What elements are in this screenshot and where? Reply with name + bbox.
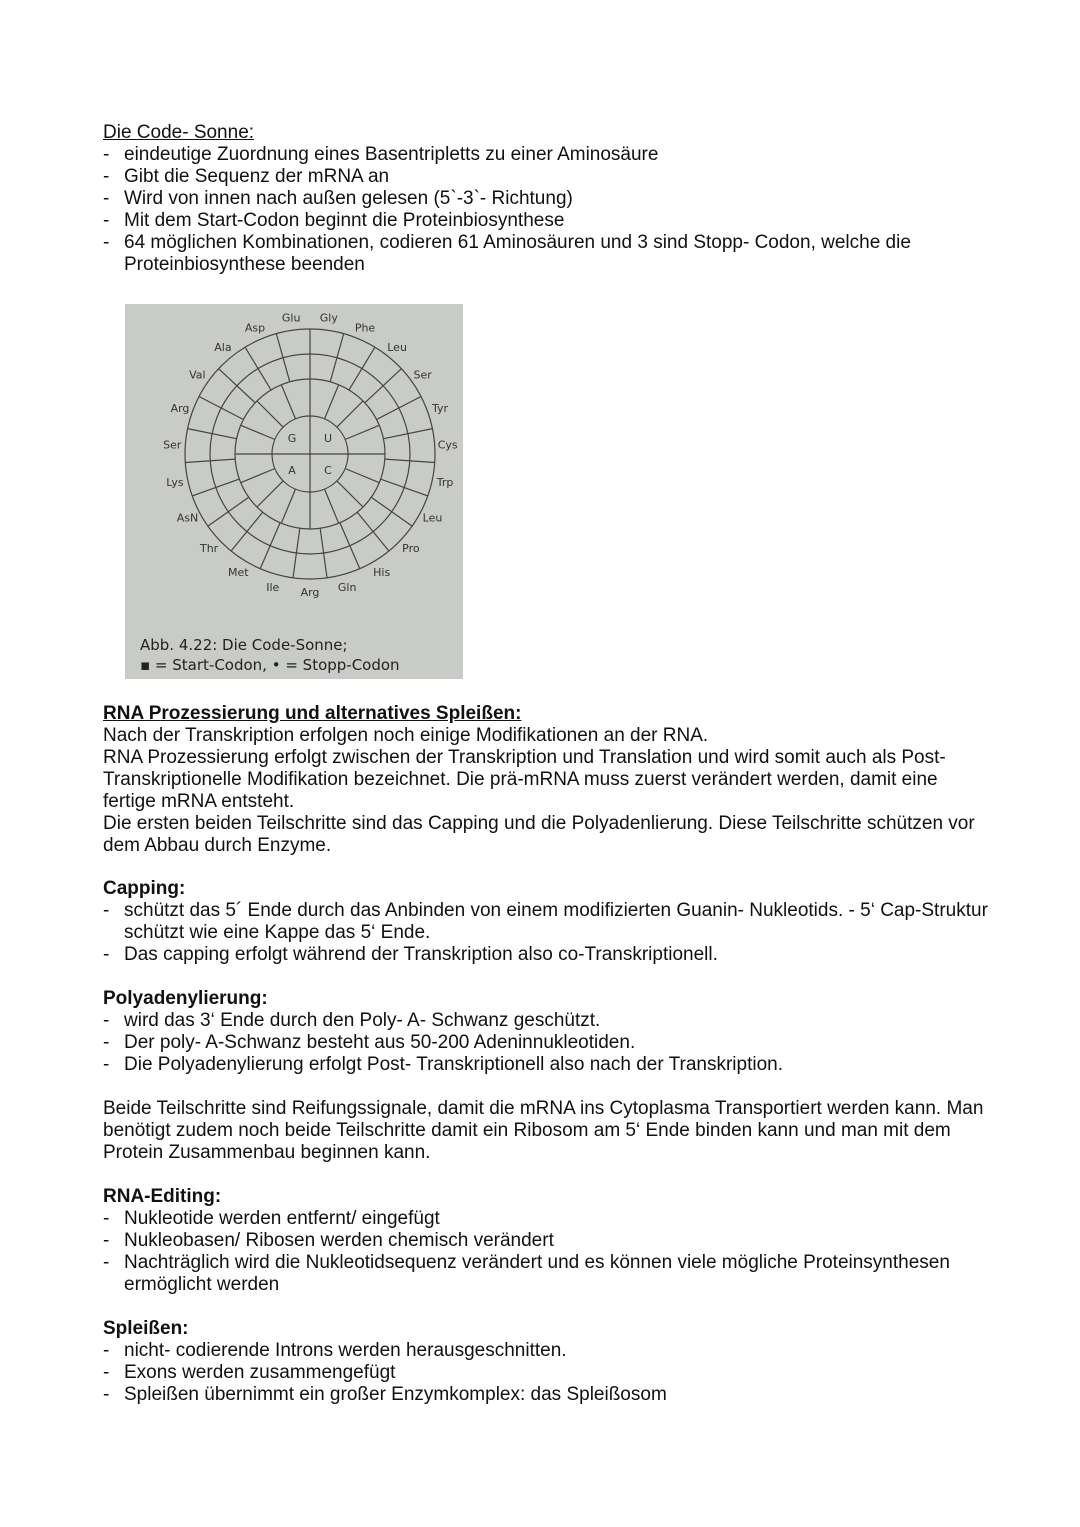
amino-acid-label: Cys xyxy=(437,438,458,452)
list-item: - Der poly- A-Schwanz besteht aus 50-200 Adeninnukleotiden. xyxy=(103,1032,993,1054)
code-sun-section xyxy=(103,122,993,276)
amino-acid-label: Lys xyxy=(166,476,184,490)
list-item: - Nukleobasen/ Ribosen werden chemisch verändert xyxy=(103,1230,993,1252)
list-item: - eindeutige Zuordnung eines Basentripletts zu einer Aminosäure xyxy=(103,144,993,166)
ring-divider xyxy=(260,523,280,569)
amino-acid-label: AsN xyxy=(176,511,199,525)
ring-divider xyxy=(188,429,237,439)
ring-divider xyxy=(371,497,412,526)
ring-divider xyxy=(383,429,432,439)
editing-list xyxy=(103,1208,993,1296)
list-item: - Mit dem Start-Codon beginnt die Proteinbiosynthese xyxy=(103,210,993,232)
code-sun-figure xyxy=(125,304,463,679)
editing-section xyxy=(103,1186,993,1296)
capping-heading: Capping: xyxy=(103,878,186,899)
ring-divider xyxy=(276,334,290,382)
amino-acid-label: Val xyxy=(189,368,206,382)
figure-legend: ▪ = Start-Codon, • = Stopp-Codon xyxy=(140,656,400,674)
ring-divider xyxy=(377,397,421,420)
amino-acid-label: Met xyxy=(228,565,249,579)
figure-caption: Abb. 4.22: Die Code-Sonne; xyxy=(140,636,348,654)
amino-acid-label: Thr xyxy=(199,542,219,556)
code-sun-list xyxy=(103,144,993,276)
inner-base-label: C xyxy=(324,464,332,477)
list-item: - Spleißen übernimmt ein großer Enzymkomplex: das Spleißosom xyxy=(103,1384,993,1406)
ring-divider xyxy=(357,512,389,551)
ring-divider xyxy=(281,385,295,419)
list-item: - Nukleotide werden entfernt/ eingefügt xyxy=(103,1208,993,1230)
ring-divider xyxy=(337,481,363,507)
splicing-section xyxy=(103,1318,993,1406)
ring-divider xyxy=(381,479,428,496)
amino-acid-label: Arg xyxy=(170,401,190,415)
rna-section xyxy=(103,703,993,857)
code-sun-diagram xyxy=(125,304,463,679)
ring-divider xyxy=(231,512,263,551)
list-item: - 64 möglichen Kombinationen, codieren 61 Aminosäuren und 3 sind Stopp- Codon, welche die Proteinbiosynthese beenden xyxy=(103,232,993,276)
list-item: - nicht- codierende Introns werden herausgeschnitten. xyxy=(103,1340,993,1362)
splicing-list xyxy=(103,1340,993,1406)
rna-paragraph: RNA Prozessierung erfolgt zwischen der Transkription und Translation und wird somit auch als Post-Transkriptionelle Modifikation bezeichnet. Die prä-mRNA muss zuerst verändert werden, damit eine fertige mRNA entsteht. xyxy=(103,747,946,812)
ring-divider xyxy=(241,425,275,439)
inner-base-label: A xyxy=(288,464,296,477)
ring-divider xyxy=(281,489,295,523)
amino-acid-label: Leu xyxy=(387,341,407,354)
list-item: - Die Polyadenylierung erfolgt Post- Transkriptionell also nach der Transkription. xyxy=(103,1054,993,1076)
ring-divider xyxy=(325,489,339,523)
amino-acid-label: Ser xyxy=(163,438,182,452)
ring-divider xyxy=(199,397,243,420)
poly-list xyxy=(103,1010,993,1076)
editing-heading: RNA-Editing: xyxy=(103,1186,222,1207)
ring-divider xyxy=(345,425,379,439)
amino-acid-label: Glu xyxy=(281,311,301,325)
amino-acid-label: Ser xyxy=(413,368,432,382)
list-item: - Exons werden zusammengefügt xyxy=(103,1362,993,1384)
poly-heading: Polyadenylierung: xyxy=(103,988,268,1009)
ring-divider xyxy=(325,385,339,419)
ring-divider xyxy=(257,401,283,427)
list-item: - Gibt die Sequenz der mRNA an xyxy=(103,166,993,188)
ring-divider xyxy=(192,479,239,496)
list-item: - Wird von innen nach außen gelesen (5`-3`- Richtung) xyxy=(103,188,993,210)
amino-acid-label: Tyr xyxy=(431,401,449,415)
list-item: - Nachträglich wird die Nukleotidsequenz verändert und es können viele mögliche Proteinsynthesen ermöglicht werden xyxy=(103,1252,993,1296)
ring-divider xyxy=(257,481,283,507)
amino-acid-label: His xyxy=(373,565,391,579)
list-item: - wird das 3‘ Ende durch den Poly- A- Schwanz geschützt. xyxy=(103,1010,993,1032)
rna-paragraph: Die ersten beiden Teilschritte sind das Capping und die Polyadenlierung. Diese Teilschritte schützen vor dem Abbau durch Enzyme. xyxy=(103,813,975,856)
poly-section xyxy=(103,988,993,1076)
amino-acid-label: Ala xyxy=(214,341,232,354)
capping-list xyxy=(103,900,993,966)
amino-acid-label: Arg xyxy=(300,586,320,599)
ring-divider xyxy=(349,347,375,390)
ring-divider xyxy=(241,469,275,483)
list-item: - schützt das 5´ Ende durch das Anbinden von einem modifizierten Guanin- Nukleotids. - 5‘ Cap-Struktur schützt wie eine Kappe das 5‘ Ende. xyxy=(103,900,993,944)
splicing-heading: Spleißen: xyxy=(103,1318,189,1339)
ring-divider xyxy=(245,347,271,390)
amino-acid-label: Ile xyxy=(266,580,280,594)
amino-acid-label: Trp xyxy=(436,476,454,490)
ring-divider xyxy=(337,401,363,427)
amino-acid-label: Asp xyxy=(244,321,266,335)
rna-heading: RNA Prozessierung und alternatives Spleißen: xyxy=(103,703,522,724)
list-item: - Das capping erfolgt während der Transkription also co-Transkriptionell. xyxy=(103,944,993,966)
amino-acid-label: Leu xyxy=(422,511,443,525)
amino-acid-label: Phe xyxy=(354,321,376,335)
amino-acid-label: Pro xyxy=(402,542,420,556)
rna-paragraph: Nach der Transkription erfolgen noch einige Modifikationen an der RNA. xyxy=(103,725,709,746)
amino-acid-label: Gln xyxy=(337,580,357,594)
inner-base-label: U xyxy=(323,432,333,445)
ring-divider xyxy=(345,469,379,483)
ring-divider xyxy=(330,334,344,382)
ring-divider xyxy=(340,523,360,569)
inner-base-label: G xyxy=(287,432,297,445)
ring-divider xyxy=(208,497,249,526)
code-sun-heading: Die Code- Sonne: xyxy=(103,122,255,143)
both-section xyxy=(103,1098,993,1164)
amino-acid-label: Gly xyxy=(319,311,338,325)
capping-section xyxy=(103,878,993,966)
both-paragraph: Beide Teilschritte sind Reifungssignale, damit die mRNA ins Cytoplasma Transportiert werden kann. Man benötigt zudem noch beide Teilschritte damit ein Ribosom am 5‘ Ende binden kann und man mit dem Protein Zusammenbau beginnen kann. xyxy=(103,1098,984,1163)
